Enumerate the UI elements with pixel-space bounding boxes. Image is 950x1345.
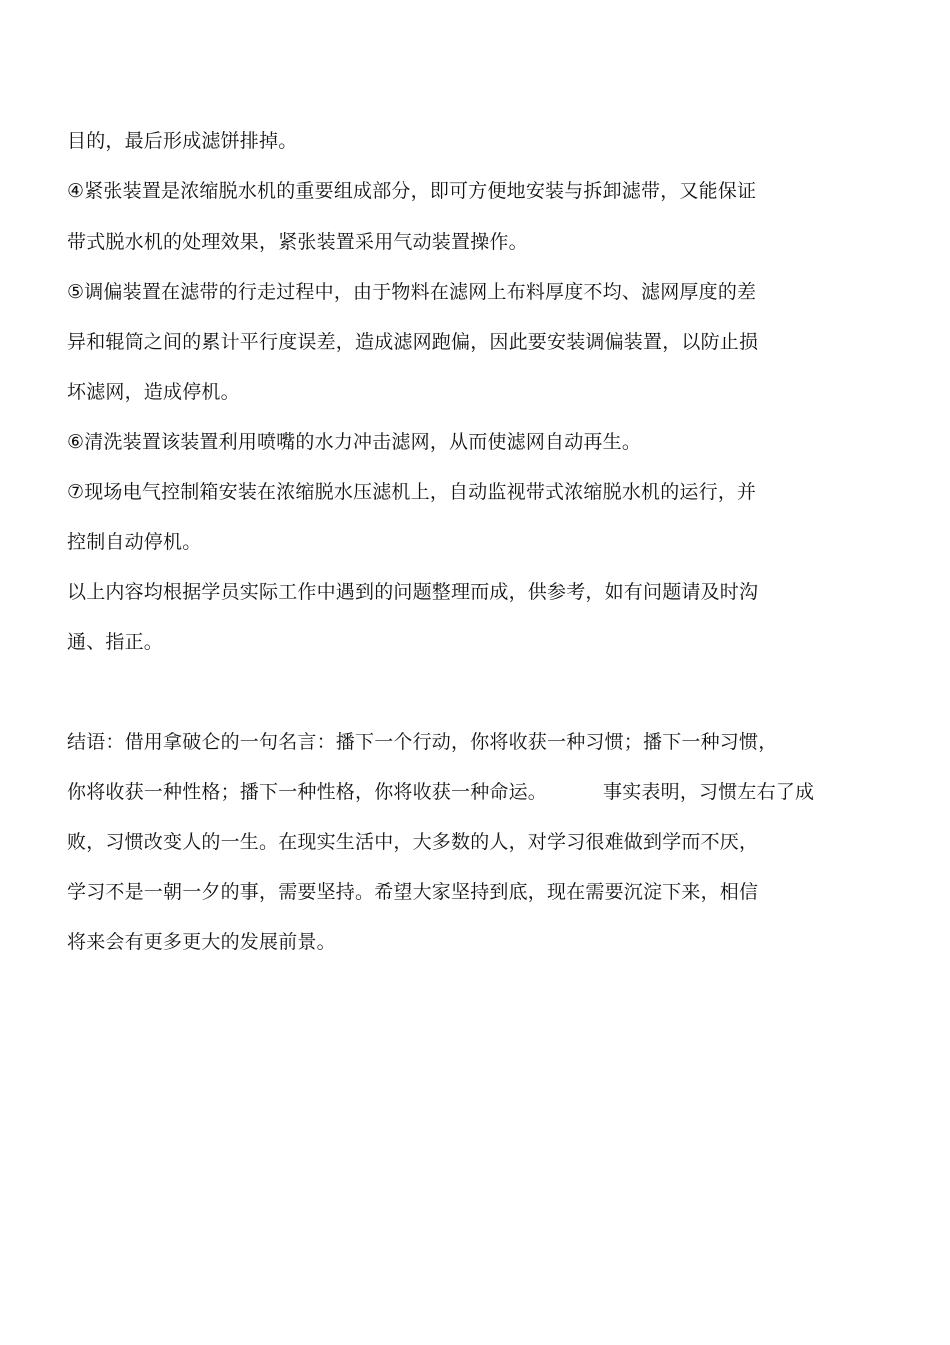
conclusion-line (67, 779, 814, 805)
conclusion-line: 学习不是一朝一夕的事，需要坚持。希望大家坚持到底，现在需要沉淀下来，相信 (67, 881, 759, 903)
text-line: ⑦现场电气控制箱安装在浓缩脱水压滤机上，自动监视带式浓缩脱水机的运行，并 (67, 481, 757, 503)
text-line: ④紧张装置是浓缩脱水机的重要组成部分，即可方便地安装与拆卸滤带，又能保证 (67, 180, 757, 202)
conclusion-line: 将来会有更多更大的发展前景。 (67, 931, 336, 953)
text-line: 以上内容均根据学员实际工作中遇到的问题整理而成，供参考，如有问题请及时沟 (67, 581, 759, 603)
text-line: 通、指正。 (67, 631, 164, 653)
text-line: 控制自动停机。 (67, 531, 202, 553)
conclusion-line: 败，习惯改变人的一生。在现实生活中，大多数的人，对学习很难做到学而不厌， (67, 831, 759, 853)
conclusion-line-part: 事实表明，习惯左右了成 (603, 781, 815, 803)
text-line: ⑥清洗装置该装置利用喷嘴的水力冲击滤网，从而使滤网自动再生。 (67, 431, 642, 453)
text-line: 异和辊筒之间的累计平行度误差，造成滤网跑偏，因此要安装调偏装置，以防止损 (67, 331, 759, 353)
text-line: 目的，最后形成滤饼排掉。 (67, 130, 298, 152)
text-line: ⑤调偏装置在滤带的行走过程中，由于物料在滤网上布料厚度不均、滤网厚度的差 (67, 281, 757, 303)
text-line: 坏滤网，造成停机。 (67, 381, 240, 403)
conclusion-line: 结语：借用拿破仑的一句名言：播下一个行动，你将收获一种习惯；播下一种习惯， (67, 731, 778, 753)
conclusion-line-part: 你将收获一种性格；播下一种性格，你将收获一种命运。 (67, 781, 548, 803)
text-line: 带式脱水机的处理效果，紧张装置采用气动装置操作。 (67, 231, 528, 253)
